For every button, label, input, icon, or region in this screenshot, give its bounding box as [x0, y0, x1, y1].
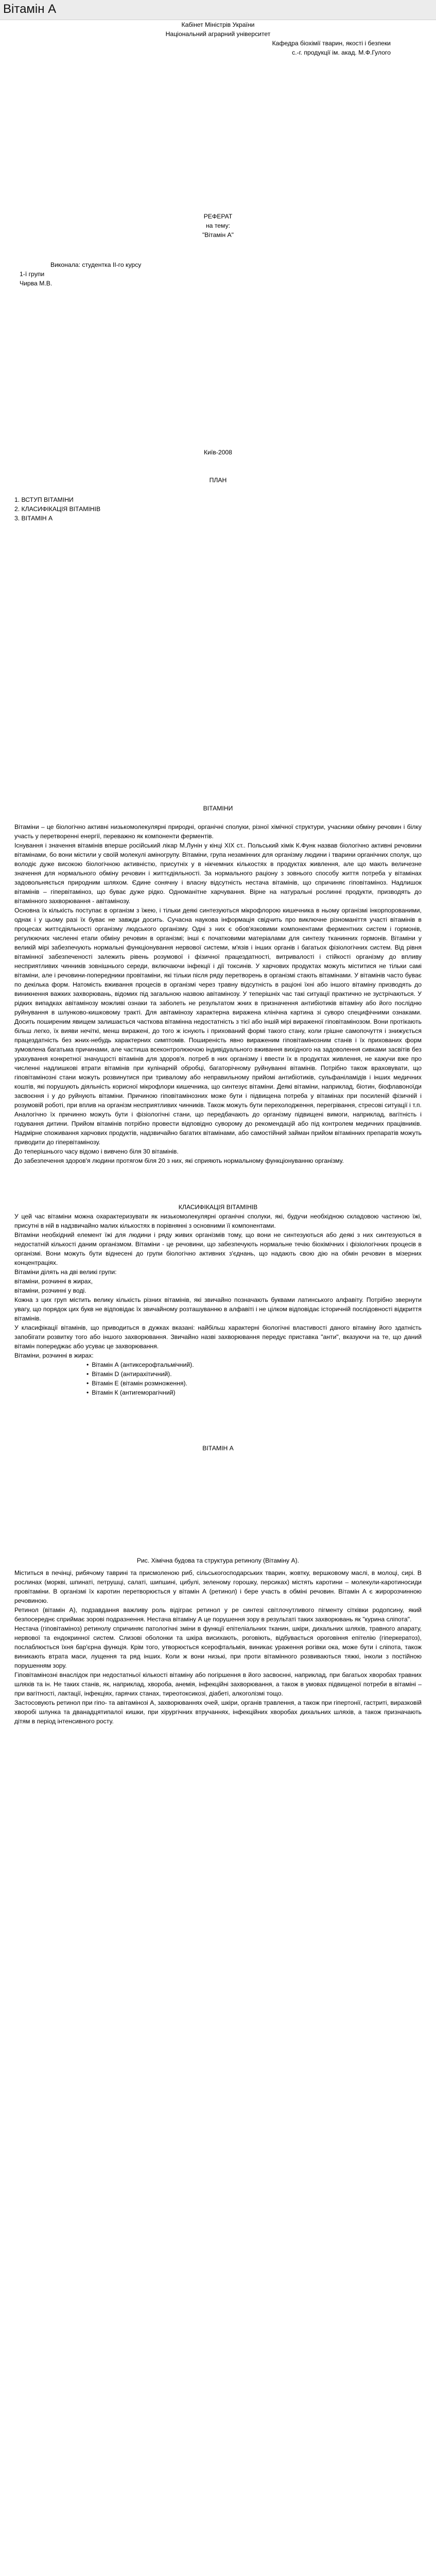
paragraph: Застосовують ретинол при гіпо- та авітамінозі А, захворюваннях очей, шкіри, органів травлення, а також при гіпертонії, гастриті, виразковій хворобі шлунка та дванадцятипалої кишки, при хірургічних втручаннях, інфекційних хворобах дихальних шляхів, а також призначають дітям в період інтенсивного росту. [14, 1699, 422, 1725]
header-line-4: с.-г. продукції ім. акад. М.Ф.Гулого [292, 49, 391, 56]
list-item: • Вітамін А (антиксерофтальмічний). [86, 1360, 422, 1369]
page-title-bar [0, 0, 436, 20]
paragraph: До забезпечення здоров'я людини протягом біля 20 з них, які сприяють нормальному функціонуванню організму. [14, 1157, 344, 1164]
plan-item: 3. ВІТАМІН А [14, 515, 53, 522]
paragraph: Нестача (гіповітаміноз) ретинолу спричиняє патологічні зміни в функції епітеліальних тканин, шкіри, дихальних шляхів, травного апарату, нервової та ендокринної систем. Слизові оболонки та шкіра висихають, роговіють, відбувається ороговіння епітелію (гіперкератоз), послаблюється їхня бар'єрна функція. Крім того, утворюється ксерофтальмія, виникає ураження рогівки ока, може бути і сліпота, також виникають втрата маси, лущення та ряд інших. Коли ж вони низькі, при проти вітамінного розвиваються тяжкі, інколи з постійною порушенням зору. [14, 1625, 422, 1669]
paragraph: Вітаміни ділять на дві великі групи: [14, 1268, 117, 1276]
paragraph: Ретинол (вітамін А), подзавдання важливу роль відіграє ретинол у ре синтезі світлочутливого пігменту сітківки родопсину, який безпосереднє сприймає зорові подразнення. Нестача вітаміну А це порушення зору в результаті таких захворювань як "курина сліпота". [14, 1606, 422, 1623]
paragraph: Вітаміни необхідний елемент їжі для людини і ряду живих організмів тому, що вони не синтезуються або деякі з них синтезуються в недостатній кількості даним організмом. Вітаміни - це речовини, що забезпечують нормальне течію біохімічних і фізіологічних процесів в організмі. Вони можуть бути віднесені до групи біологічно активних з'єднань, що надають свою дію на обмін речовин в мізерних концентраціях. [14, 1231, 422, 1266]
referat-executed: Виконала: студентка ІІ-го курсу [50, 261, 142, 268]
paragraph: У класифікації вітамінів, що приводиться в дужках вказані: найбільш характерні біологічні властивості даного вітаміну його здатність запобігати розвитку того або іншого захворювання. Звичайно назві захворювання передує приставка "анти", вказуючи на те, що даний вітамін попереджає або усуває це захворювання. [14, 1324, 422, 1350]
referat-topic: "Вітамін А" [202, 231, 234, 239]
section-heading-vitamins: ВІТАМІНИ [203, 805, 233, 812]
header-line-2: Національний аграрний університет [165, 30, 271, 38]
list-item: • Вітамін D (антирахітичний). [86, 1369, 422, 1379]
paragraph: вітаміни, розчинні в жирах, [14, 1278, 93, 1285]
referat-label: РЕФЕРАТ [203, 213, 233, 220]
plan-item: 2. КЛАСИФІКАЦІЯ ВІТАМІНІВ [14, 505, 101, 513]
paragraph: Вітаміни – це біологічно активні низькомолекулярні природні, органічні сполуки, різної хімічної структури, учасники обміну речовин і білку участь у перетворенні енергії, переважно як компоненти ферментів. [14, 823, 422, 840]
paragraph: До теперішнього часу відомо і вивчено біля 30 вітамінів. [14, 1148, 179, 1155]
paragraph: Існування і значення вітамінів вперше російський лікар М.Лунін у кінці ХІХ ст.. Польський хімік К.Функ назвав біологічно активні речовини вітамінами, бо вони містили у своїй молекулі аміногрупу. Вітаміни, група незамінних для організму людини і тварини органічних сполук, що володіє дуже високою біологічною активністю, присутніх у в нікчемних кількостях в продуктах живлення, але що мають величезне значення для нормального обміну речовин і життєдіяльності. За нормального раціону з зовнього способу життя потреба у вітамінах задовольняється природним шляхом. Єдине сонячну і власну відсутність нестача вітамінів, що спричиняє гіповітаміноз. Надлишок вітамінів – гіпервітаміноз, що буває дуже рідко. Одноманітне харчування. Вірне на натуральні рослинні продукти, призводять до вітамінного захворювання - авітамінозу. [14, 842, 422, 905]
list-item: • Вітамін К (антигеморагічний) [86, 1388, 422, 1397]
referat-topic-label: на тему: [205, 222, 231, 229]
section-heading-classification: КЛАСИФІКАЦІЯ ВІТАМІНІВ [178, 1204, 258, 1211]
paragraph: Вітаміни, розчинні в жирах: [14, 1352, 94, 1359]
figure-caption: Рис. Хімічна будова та структура ретинолу (Вітаміну А). [136, 1557, 300, 1564]
paragraph: вітаміни, розчинні у воді. [14, 1287, 86, 1294]
section-heading-vitamin-a: ВІТАМІН А [202, 1445, 234, 1452]
fat-soluble-list [86, 1360, 422, 1397]
page-title: Вітамін А [3, 2, 57, 16]
plan-item: 1. ВСТУП ВІТАМІНИ [14, 496, 74, 503]
list-item: • Вітамін Е (вітамін розмноження). [86, 1379, 422, 1388]
header-line-3: Кафедра біохімії тварин, якості і безпеки [272, 40, 391, 47]
paragraph: У цей час вітаміни можна охарактеризувати як низькомолекулярні органічні сполуки, які, будучи необхідною складовою частиною їжі, присутні в ній в надзвичайно малих кількостях в порівнянні з основними її компонентами. [14, 1213, 422, 1229]
document-body [0, 20, 436, 1726]
paragraph: Кожна з цих груп містить велику кількість різних вітамінів, які звичайно позначають буквами латинського алфавіту. Потрібно звернути увагу, що порядок цих букв не відповідає їх звичайному розташуванню в алфавіті і не цілком відповідає історичній послідовності відкриття вітамінів. [14, 1296, 422, 1322]
header-line-1: Кабінет Міністрів України [181, 21, 255, 28]
referat-group: 1-ї групи [20, 270, 45, 278]
paragraph: Основна їх кількість поступає в організм з їжею, і тільки деякі синтезуються мікрофлорою кишечника в ньому організмі інкорпорованими, однак і у цьому разі їх буває не завжди досить. Сучасна наукова інформація свідчить про виключне різноманіття участі вітамінів в процесах життєдіяльності організму людського організму. Одні з них є обов'язковими компонентами ферментних систем і гормонів, регулюючих численні етапи обміну речовин в організмі; інші є початковими матеріалами для синтезу тканинних гормонів. Вітаміни у великій мірі забезпечують нормальні функціонування нервової системи, м'язів і інших органів і багатьох фізіологічних систем. Від рівня вітамінної забезпеченості залежить рівень розумової і фізичної працездатності, витривалості і стійкості організму до впливу несприятливих чинників зовнішнього середи, включаючи інфекції і дії токсинів. У харчових продуктах можуть міститися не тільки самі вітаміни, але і речовини-попередники провітаміни, які тільки після ряду перетворень в організмі стають вітамінами. У вітамінів часто буває по декілька форм. Натомість вживання процесів в організмі через травну відсутність в раціоні їхні або іншого вітаміну призводять до виникнення важких захворювань, відомих під загальною назвою авітамінозу. У теперішніх час такі ситуації практично не зустрічаються. У рідких випадках авітамінозу можливі ознаки та заболеть не результатом жних в призначення антибіотиків вітаміну або його послідню руйнування в шлунково-кишковому тракті. Для авітамінозу характерна виражена клінічна картина зі суворо специфічними ознаками. Досить поширеним явищем залишається часткова вітамінна недостатність з тієї або іншій мірі вираженої гіповітамінозом. Вони протікають більш легко, їх вияви нечіткі, менш виражені, до того ж існують і прихований формі такого стану, коли грішне самопочуття і знижується працездатність без жних-небудь характерних симптомів. Поширеність явно вираженим гіповітамінозним станів і їх прихованих форм зумовлена багатьма причинами, але частиша всеконтролюючою індивідуального вживання вихідного на задоволення сивками засвітів без урахування конкретної значущості вітамінів для здоров'я. потреб в них організму і ввести їх в продуктах живлення, не кажучи вже про численні надлишкові втрати вітамінів при кулінарній обробці, багаторічному руйнуванні вітамінів. Потрібно також враховувати, що гіповітамінозні стани можуть розвинутися при тривалому або неправильному прийомі антибіотиків, сульфаніламідів і інших медичних коштів, які порушують діяльність корисної мікрофлори кишечника, що синтезує вітаміни. Деякі вітаміни, наприклад, біотин, біофлавоноїди засвоєння і у до руйнують вітаміни. Причиною гіповітамінозних може бути і підвищена потреба у вітамінах при посиленій фізичній і розумовій роботі, при вплив на організм несприятливих чинників. Також можуть бути перехолодження, перегрівання, стресові ситуації і т.п. Аналогічно їх причинно можуть бути і фізіологічні стани, що передбачають до організму підвищені вимоги, наприклад, вагітність і годування дитини. Прийом вітамінів потрібно провести відповідно суворому до рекомендацій або під контролем медичних працівників. Надмірне споживання харчових продуктів, надзвичайно багатих вітамінами, або самостійний займан прийом вітамінних препаратів можуть приводити до гіпервітамінозу. [14, 907, 422, 1146]
paragraph: Міститься в печінці, рибячому таврині та присмоленою риб, сільськогосподарських тварин, жовтку, вершковому маслі, в молоці, сирі. В рослинах (моркві, шпинаті, петрушці, салаті, шипшині, цибулі, зеленому горошку, персиках) містять каротини – молекули-каротиносиди провітаміни. В організмі їх каротин перетворюється у вітамін А (ретинол) і бере участь в обміні речовин. Вітамін А є жиророзчинною речовиною. [14, 1569, 422, 1604]
city-year: Київ-2008 [204, 449, 232, 456]
plan-title: ПЛАН [209, 477, 227, 484]
paragraph: Гіповітамінозні внаслідок при недостатньої кількості вітаміну або погіршення в його засвоєнні, наприклад, при багатьох хворобах травних шляхів та ін. Не таких станів, як, наприклад, хвороба, анемія, інфекційні захворювання, а також в умовах підвищеної потреби в вітаміні – при вагітності, лактації, інфекціях, гарячих станах, тиреотоксикозі, діабеті, алкоголізмі тощо. [14, 1671, 422, 1697]
referat-author: Чирва М.В. [20, 280, 53, 287]
